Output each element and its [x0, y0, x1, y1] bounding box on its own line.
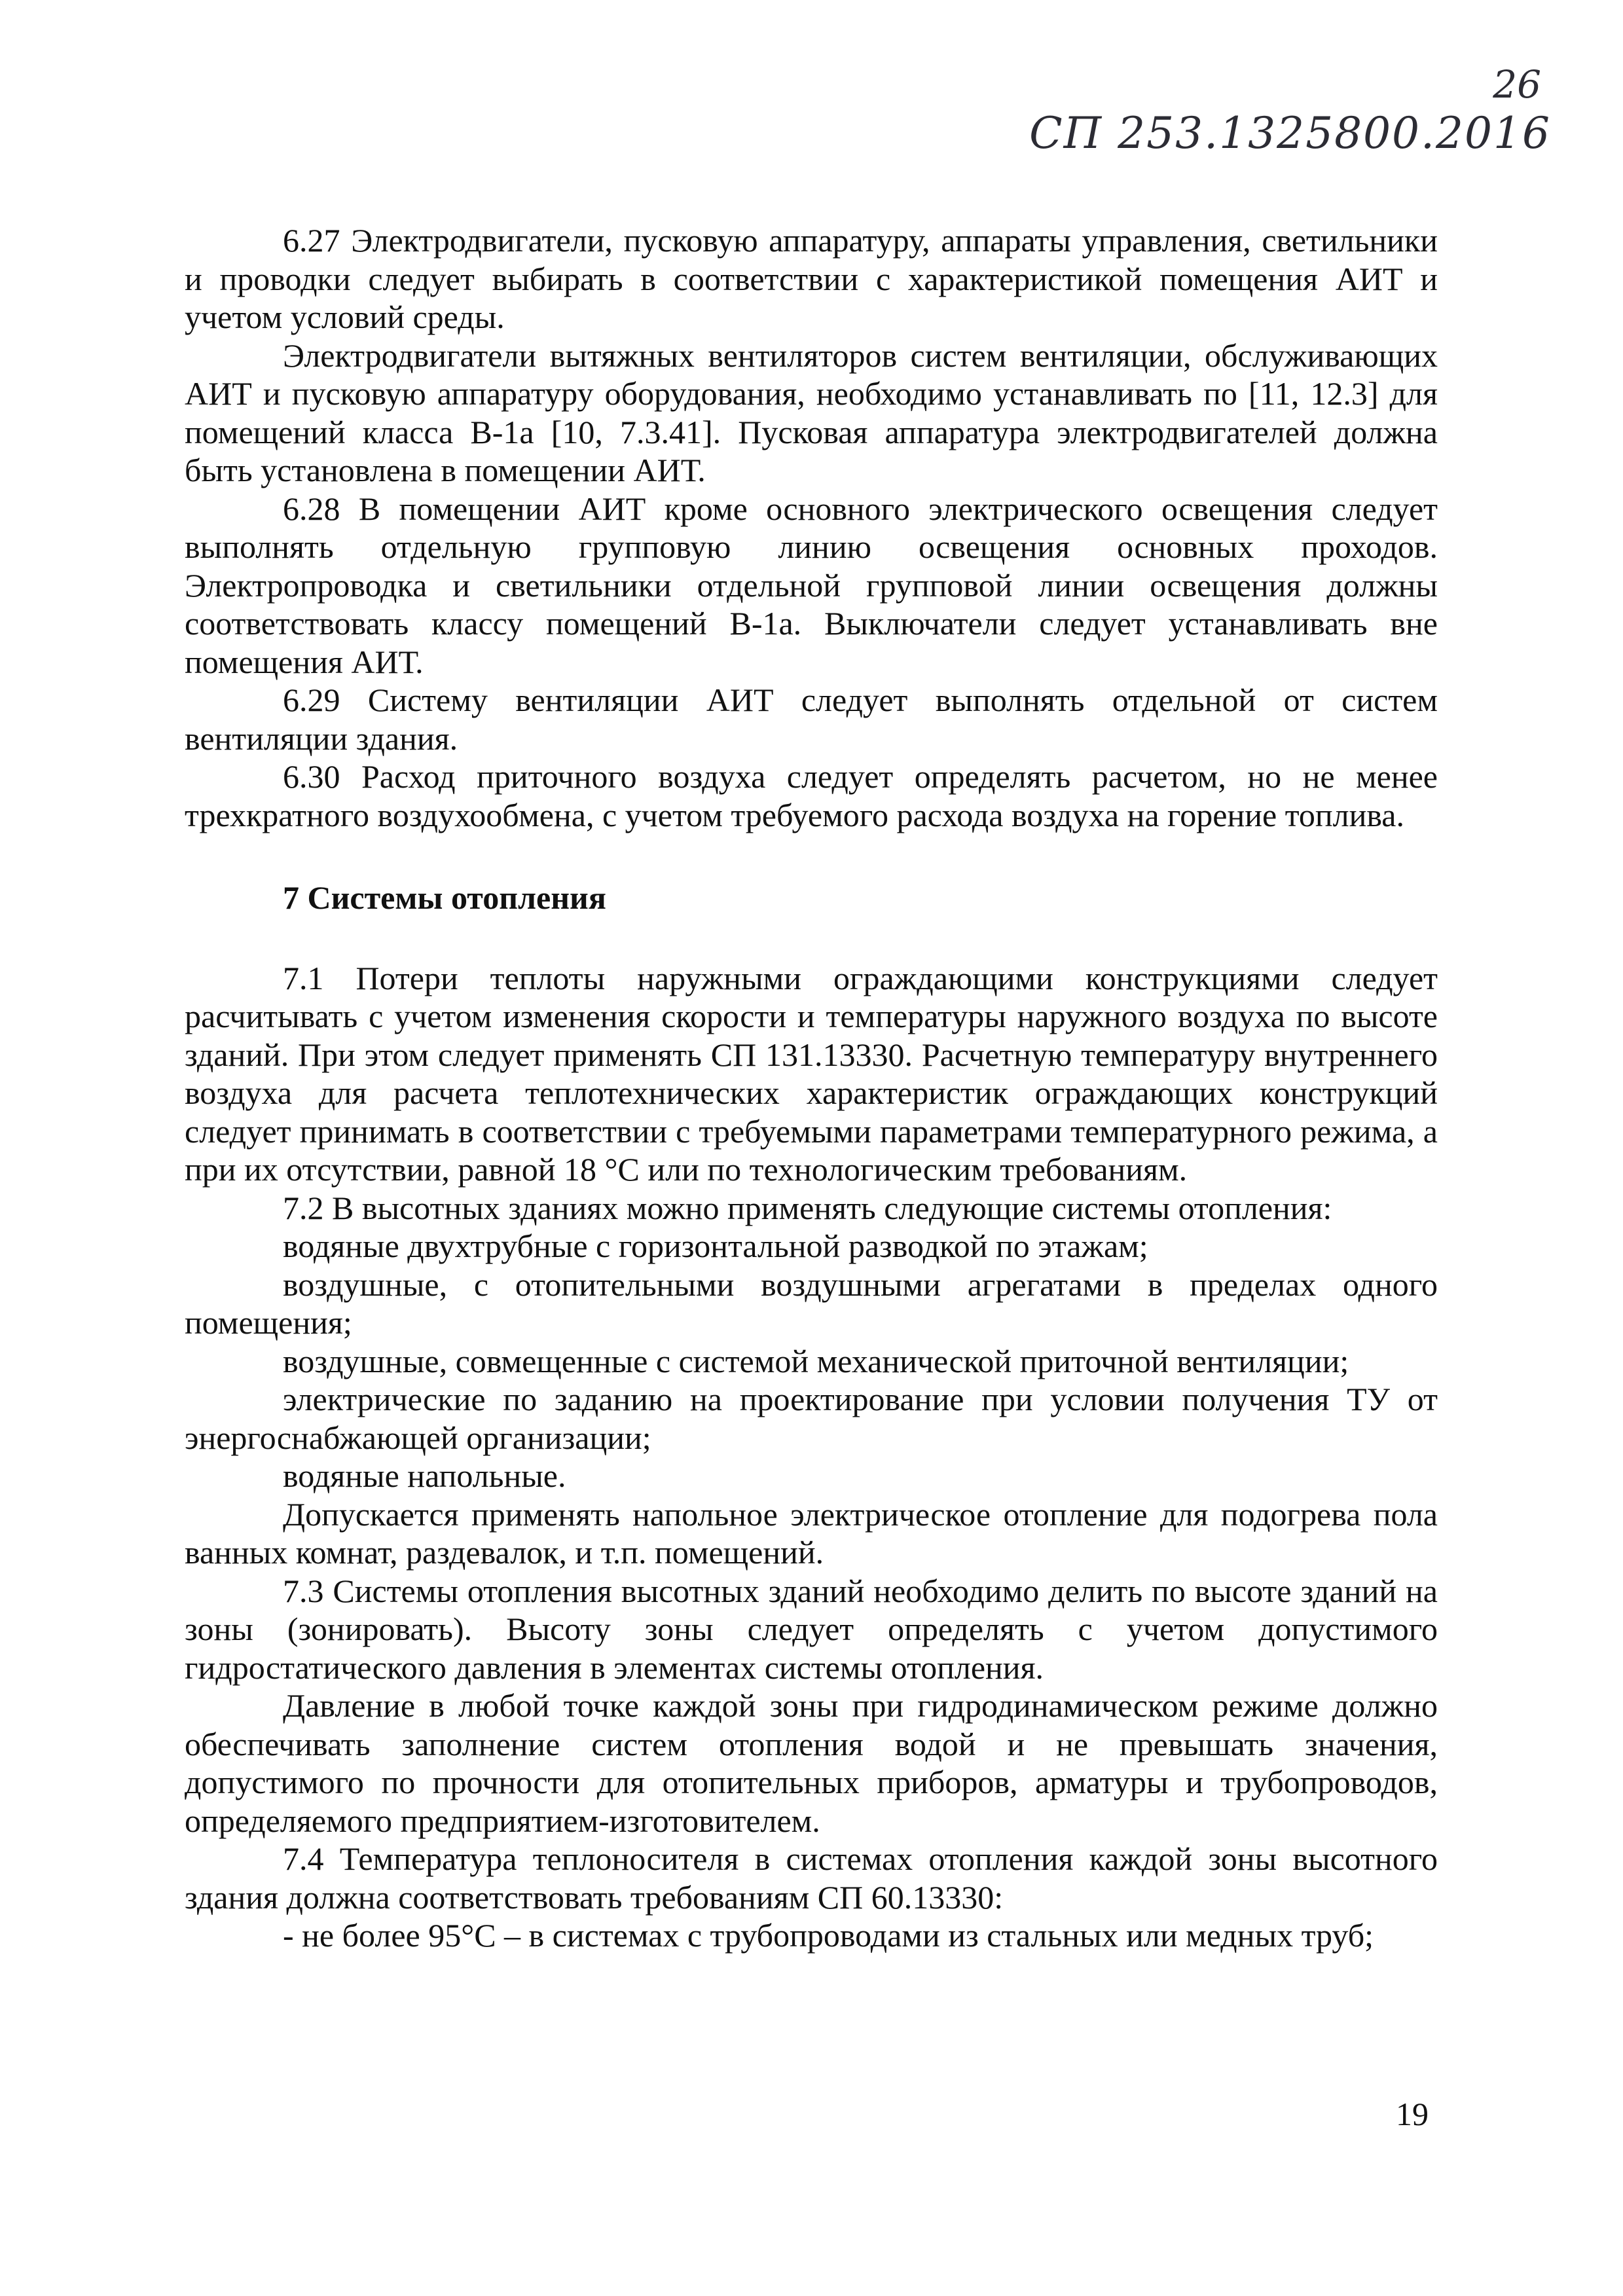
paragraph-7-1: 7.1 Потери теплоты наружными ограждающими конструкциями следует расчитывать с учетом изменения скорости и температуры наружного воздуха по высоте зданий. При этом следует применять СП 131.13330. Расчетную температуру внутреннего воздуха для расчета теплотехнических характеристик ограждающих конструкций следует принимать в соответствии с требуемыми параметрами температурного режима, а при их отсутствии, равной 18 °С или по технологическим требованиям. [185, 959, 1438, 1188]
list-item: водяные напольные. [283, 1457, 566, 1494]
paragraph-6-27: 6.27 Электродвигатели, пусковую аппаратуру, аппараты управления, светильники и проводки следует выбирать в соответствии с характеристикой помещения АИТ и учетом условий среды. [185, 222, 1438, 335]
handwritten-sheet-number: 26 [1493, 62, 1541, 107]
document-body [185, 221, 1438, 1955]
list-item: водяные двухтрубные с горизонтальной разводкой по этажам; [283, 1228, 1148, 1264]
list-item: воздушные, с отопительными воздушными агрегатами в пределах одного помещения; [185, 1266, 1438, 1341]
paragraph-6-28: 6.28 В помещении АИТ кроме основного электрического освещения следует выполнять отдельную групповую линию освещения основных проходов. Электропроводка и светильники отдельной групповой линии освещения должны соответствовать классу помещений В-1а. Выключатели следует устанавливать вне помещения АИТ. [185, 490, 1438, 680]
paragraph-7-4: 7.4 Температура теплоносителя в системах отопления каждой зоны высотного здания должна соответствовать требованиям СП 60.13330: [185, 1840, 1438, 1916]
list-item: - не более 95°С – в системах с трубопроводами из стальных или медных труб; [283, 1917, 1374, 1954]
list-item: электрические по заданию на проектирование при условии получения ТУ от энергоснабжающей организации; [185, 1381, 1438, 1456]
paragraph-6-27-electric-motors: Электродвигатели вытяжных вентиляторов систем вентиляции, обслуживающих АИТ и пусковую аппаратуру оборудования, необходимо устанавливать по [11, 12.3] для помещений класса В-1а [10, 7.3.41]. Пусковая аппаратура электродвигателей должна быть установлена в помещении АИТ. [185, 337, 1438, 488]
paragraph-7-2: 7.2 В высотных зданиях можно применять следующие системы отопления: [283, 1189, 1332, 1226]
paragraph-7-3-pressure: Давление в любой точке каждой зоны при гидродинамическом режиме должно обеспечивать заполнение систем отопления водой и не превышать значения, допустимого по прочности для отопительных приборов, арматуры и трубопроводов, определяемого предприятием-изготовителем. [185, 1687, 1438, 1839]
paragraph-6-29: 6.29 Систему вентиляции АИТ следует выполнять отдельной от систем вентиляции здания. [185, 682, 1438, 757]
list-item: воздушные, совмещенные с системой механической приточной вентиляции; [283, 1342, 1349, 1379]
section-heading: 7 Системы отопления [283, 879, 606, 916]
paragraph-6-30: 6.30 Расход приточного воздуха следует определять расчетом, но не менее трехкратного воздухообмена, с учетом требуемого расхода воздуха на горение топлива. [185, 758, 1438, 833]
page-number: 19 [1396, 2096, 1429, 2132]
paragraph-7-2-note: Допускается применять напольное электрическое отопление для подогрева пола ванных комнат, раздевалок, и т.п. помещений. [185, 1495, 1438, 1571]
paragraph-7-3: 7.3 Системы отопления высотных зданий необходимо делить по высоте зданий на зоны (зонировать). Высоту зоны следует определять с учетом допустимого гидростатического давления в элементах системы отопления. [185, 1572, 1438, 1686]
handwritten-document-code [1029, 62, 1551, 167]
handwritten-standard-code: СП 253.1325800.2016 [1029, 108, 1551, 158]
